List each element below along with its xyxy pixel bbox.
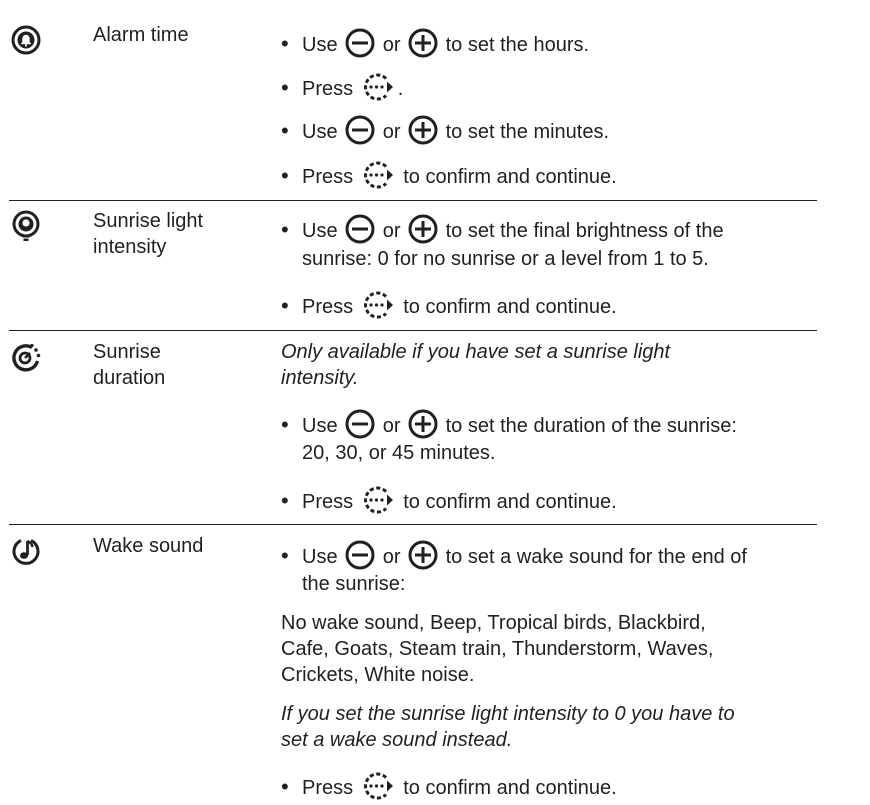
setting-label: Sunrise light intensity [93,210,204,258]
wake-sound-note: If you set the sunrise light intensity to 0 you have to set a wake sound instead. [281,703,735,751]
bullet [281,31,302,58]
sunrise-bulb-icon [10,210,42,242]
plus-button-icon [408,540,438,570]
confirm-button-icon [361,771,395,801]
step-set-hours: • Use or to set the hours. [281,28,589,58]
step-set-minutes: •Use or to set the minutes. [281,115,609,145]
plus-button-icon [408,214,438,244]
minus-button-icon [345,115,375,145]
step-set-brightness: •Use or to set the final brightness of the [281,214,724,244]
step-set-wake-sound: • Use or to set a wake sound for the end of [281,540,747,570]
minus-button-icon [345,409,375,439]
bullet [281,488,302,515]
plus-button-icon [408,28,438,58]
bullet [281,412,302,439]
availability-note: Only available if you have set a sunrise light intensity. [281,341,671,389]
step-press-confirm: •Press to confirm and continue. [281,160,617,190]
minus-button-icon [345,214,375,244]
bullet [281,163,302,190]
minus-button-icon [345,540,375,570]
step-press-confirm: •Press to confirm and continue. [281,485,617,515]
confirm-button-icon [361,485,395,515]
bullet [281,217,302,244]
alarm-bell-icon [10,24,42,56]
step-continuation: the sunrise: [302,573,406,595]
setting-label: Sunrise duration [93,341,166,389]
row-divider [9,200,817,201]
minus-button-icon [345,28,375,58]
row-divider [9,330,817,331]
bullet [281,293,302,320]
confirm-button-icon [361,290,395,320]
step-press-confirm: •Press to confirm and continue. [281,290,617,320]
step-set-duration: •Use or to set the duration of the sunrise: [281,409,737,439]
setting-label: Alarm time [93,24,189,46]
setting-label: Wake sound [93,535,204,557]
plus-button-icon [408,409,438,439]
wake-sound-note-icon [10,535,42,567]
bullet [281,543,302,570]
step-press-confirm: •Press to confirm and continue. [281,771,617,801]
step-continuation: sunrise: 0 for no sunrise or a level from 1 to 5. [302,248,709,270]
confirm-button-icon [361,72,395,102]
wake-sound-options: No wake sound, Beep, Tropical birds, Blackbird, Cafe, Goats, Steam train, Thunderstorm, Waves, Crickets, White noise. [281,612,714,686]
bullet [281,774,302,801]
sunrise-timer-icon [10,341,42,373]
bullet [281,75,302,102]
bullet [281,118,302,145]
confirm-button-icon [361,160,395,190]
step-continuation: 20, 30, or 45 minutes. [302,442,496,464]
row-divider [9,524,817,525]
step-press: •Press . [281,72,403,102]
plus-button-icon [408,115,438,145]
